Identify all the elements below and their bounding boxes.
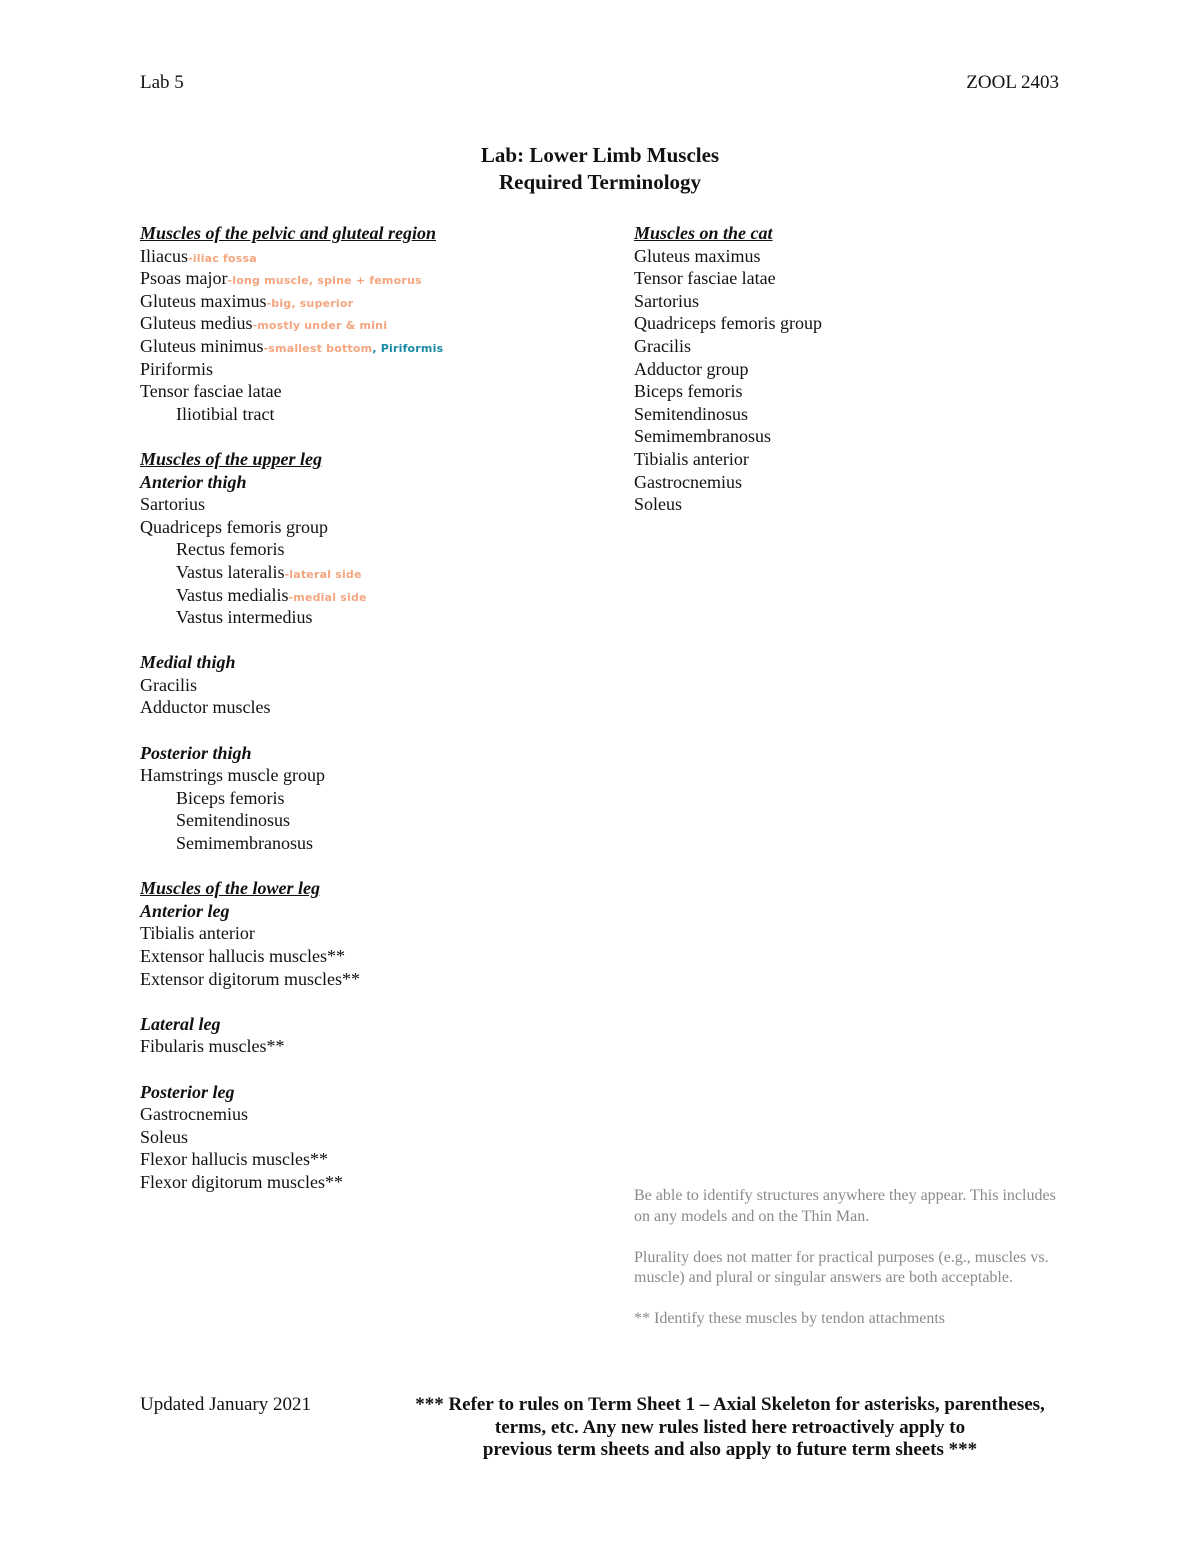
list-item: Biceps femoris — [634, 381, 743, 402]
header-left: Lab 5 — [140, 72, 184, 93]
section-heading-upper-leg: Muscles of the upper leg — [140, 448, 322, 469]
list-item: Quadriceps femoris group — [140, 516, 328, 537]
list-item: Iliacus-iliac fossa — [140, 245, 257, 266]
header-right: ZOOL 2403 — [966, 72, 1059, 93]
notes-box — [634, 1186, 1064, 1350]
section-heading-cat: Muscles on the cat — [634, 223, 773, 243]
rules-line-1: *** Refer to rules on Term Sheet 1 – Axial Skeleton for asterisks, parentheses, — [415, 1394, 1045, 1415]
list-item: Flexor digitorum muscles** — [140, 1171, 343, 1192]
list-item: Gastrocnemius — [634, 471, 742, 492]
rules-line-3: previous term sheets and also apply to future term sheets *** — [482, 1439, 978, 1461]
list-item: Vastus medialis-medial side — [176, 584, 367, 605]
list-item: Semitendinosus — [176, 810, 291, 831]
handwritten-note: -iliac fossa — [187, 251, 257, 265]
list-item: Semitendinosus — [634, 403, 749, 424]
list-item: Sartorius — [634, 290, 699, 311]
page-title — [0, 142, 1200, 196]
list-item: Gracilis — [634, 335, 691, 356]
subheading-medial-thigh: Medial thigh — [140, 652, 236, 673]
list-item: Gluteus minimus-smallest bottom, Piriformis — [140, 335, 444, 356]
list-item: Adductor group — [634, 358, 749, 379]
rules-line-2: terms, etc. Any new rules listed here retroactively apply to — [494, 1416, 966, 1438]
list-item: Sartorius — [140, 494, 205, 515]
list-item: Extensor hallucis muscles** — [140, 946, 345, 966]
list-item: Gluteus maximus-big, superior — [140, 290, 354, 311]
section-heading-pelvic: Muscles of the pelvic and gluteal region — [140, 223, 436, 243]
title-line-1: Lab: Lower Limb Muscles — [480, 143, 720, 167]
handwritten-note: -medial side — [288, 590, 367, 604]
list-item: Hamstrings muscle group — [140, 765, 325, 786]
list-item: Flexor hallucis muscles** — [140, 1149, 328, 1170]
note-identify-structures: Be able to identify structures anywhere they appear. This includes on any models and on the Thin Man. — [634, 1187, 1056, 1225]
list-item: Semimembranosus — [634, 426, 771, 447]
list-item: Extensor digitorum muscles** — [140, 968, 360, 989]
list-item: Tensor fasciae latae — [634, 268, 776, 289]
note-plurality: Plurality does not matter for practical purposes (e.g., muscles vs. muscle) and plural or singular answers are both acceptable. — [634, 1248, 1049, 1286]
list-item: Adductor muscles — [140, 697, 271, 718]
handwritten-note: -big, superior — [266, 296, 354, 310]
list-item: Gluteus maximus — [634, 245, 761, 266]
list-item: Gracilis — [140, 674, 197, 695]
left-column — [140, 222, 600, 1194]
list-item: Semimembranosus — [176, 833, 313, 854]
subheading-anterior-thigh: Anterior thigh — [140, 471, 247, 492]
subheading-posterior-leg: Posterior leg — [140, 1081, 235, 1102]
handwritten-note: -mostly under & mini — [252, 319, 388, 333]
handwritten-note: , Piriformis — [372, 341, 444, 355]
right-column — [634, 222, 1064, 516]
list-item: Iliotibial tract — [176, 403, 275, 424]
list-item: Rectus femoris — [176, 539, 285, 560]
list-item: Soleus — [140, 1126, 189, 1147]
list-item: Biceps femoris — [176, 787, 285, 808]
handwritten-note: -long muscle, spine + femorus — [227, 274, 422, 288]
title-line-2: Required Terminology — [498, 170, 702, 194]
list-item: Tibialis anterior — [634, 448, 749, 469]
subheading-posterior-thigh: Posterior thigh — [140, 742, 252, 763]
rules-footer — [395, 1394, 1065, 1462]
list-item: Quadriceps femoris group — [634, 313, 822, 334]
updated-date: Updated January 2021 — [140, 1394, 311, 1415]
list-item: Vastus lateralis-lateral side — [176, 561, 362, 582]
list-item: Gastrocnemius — [140, 1104, 248, 1125]
section-heading-lower-leg: Muscles of the lower leg — [140, 878, 320, 899]
subheading-lateral-leg: Lateral leg — [140, 1013, 221, 1034]
list-item: Gluteus medius-mostly under & mini — [140, 313, 388, 334]
note-tendon-attachments: ** Identify these muscles by tendon attachments — [634, 1310, 946, 1327]
handwritten-note: -lateral side — [284, 567, 362, 581]
handwritten-note: -smallest bottom — [263, 341, 373, 355]
list-item: Fibularis muscles** — [140, 1036, 285, 1057]
list-item: Tibialis anterior — [140, 923, 255, 944]
list-item: Vastus intermedius — [176, 607, 313, 628]
list-item: Tensor fasciae latae — [140, 381, 282, 402]
subheading-anterior-leg: Anterior leg — [140, 900, 230, 921]
list-item: Piriformis — [140, 358, 214, 379]
list-item: Psoas major-long muscle, spine + femorus — [140, 268, 422, 289]
list-item: Soleus — [634, 494, 683, 515]
